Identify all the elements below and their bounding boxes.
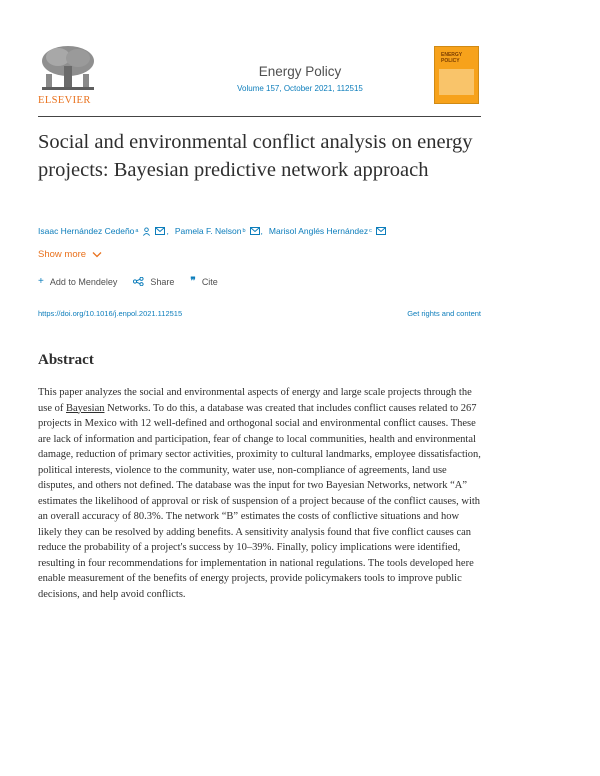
- cover-band: [439, 69, 474, 95]
- cover-title: ENERGY POLICY: [441, 52, 463, 64]
- chevron-down-icon: [92, 251, 102, 258]
- elsevier-tree-icon: [38, 44, 98, 94]
- elsevier-logo[interactable]: [38, 44, 98, 106]
- abstract-heading: Abstract: [38, 352, 94, 368]
- add-to-mendeley-button[interactable]: + Add to Mendeley: [38, 276, 118, 287]
- share-icon: [133, 277, 144, 286]
- get-rights-link[interactable]: Get rights and content: [407, 309, 481, 318]
- share-button[interactable]: Share: [133, 277, 174, 287]
- abstract-text: This paper analyzes the social and environmental aspects of energy and large scale projects through the use of Bayesian Networks. To do this, a database was created that includes conflict causes related to 267 projects in Mexico with 12 well-defined and orthogonal social and environmental conflict causes. These are lack of information and participation, fear of change to local communities, health and environmental damage, reduction of primary sector activities, proximity to cultural landmarks, employee dissatisfaction, political interests, violence to the community, water use, non-compliance of agreements, land use disputes, and others not defined. The database was the input for two Bayesian Networks, network “A” estimates the likelihood of approval or risk of suspension of a project because of the conflict causes, with an overall accuracy of 80.3%. The network “B” estimates the costs of conflictive situations and how likely they can be resolved by adding benefits. A sensitivity analysis found that five conflict causes can reduce the probability of a project's success by 10–39%. Finally, policy implications were identified, resulting in four recommendations for implementation in national regulations. The tools developed here enable measurement of the benefits of energy projects, provide policymakers tools to improve public decisions, and help avoid conflicts.: [38, 387, 481, 600]
- author-link[interactable]: Pamela F. Nelson b: [175, 226, 260, 236]
- cite-button[interactable]: ❞ Cite: [190, 276, 218, 287]
- plus-icon: +: [38, 276, 44, 287]
- email-icon[interactable]: [376, 227, 386, 235]
- quote-icon: ❞: [190, 276, 196, 287]
- email-icon[interactable]: [250, 227, 260, 235]
- author-link[interactable]: Marisol Anglés Hernández c: [269, 226, 386, 236]
- article-title: Social and environmental conflict analysis on energy projects: Bayesian predictive network approach: [38, 131, 473, 181]
- show-more-button[interactable]: Show more: [38, 249, 102, 260]
- publisher-name: ELSEVIER: [38, 95, 91, 106]
- author-separator: ,: [260, 226, 263, 236]
- journal-title[interactable]: Energy Policy: [258, 64, 342, 79]
- article-actions: [38, 276, 234, 287]
- journal-citation[interactable]: Volume 157, October 2021, 112515: [237, 84, 363, 93]
- doi-link[interactable]: https://doi.org/10.1016/j.enpol.2021.112515: [38, 309, 183, 318]
- email-icon[interactable]: [155, 227, 165, 235]
- author-link[interactable]: Isaac Hernández Cedeño a: [38, 226, 165, 236]
- author-separator: ,: [166, 226, 169, 236]
- journal-header: [160, 64, 440, 93]
- person-icon[interactable]: [142, 227, 151, 236]
- header-divider: [38, 116, 481, 117]
- bayesian-glossary-link[interactable]: Bayesian: [66, 402, 105, 414]
- author-list: [38, 226, 386, 236]
- journal-cover-thumbnail[interactable]: [434, 46, 479, 104]
